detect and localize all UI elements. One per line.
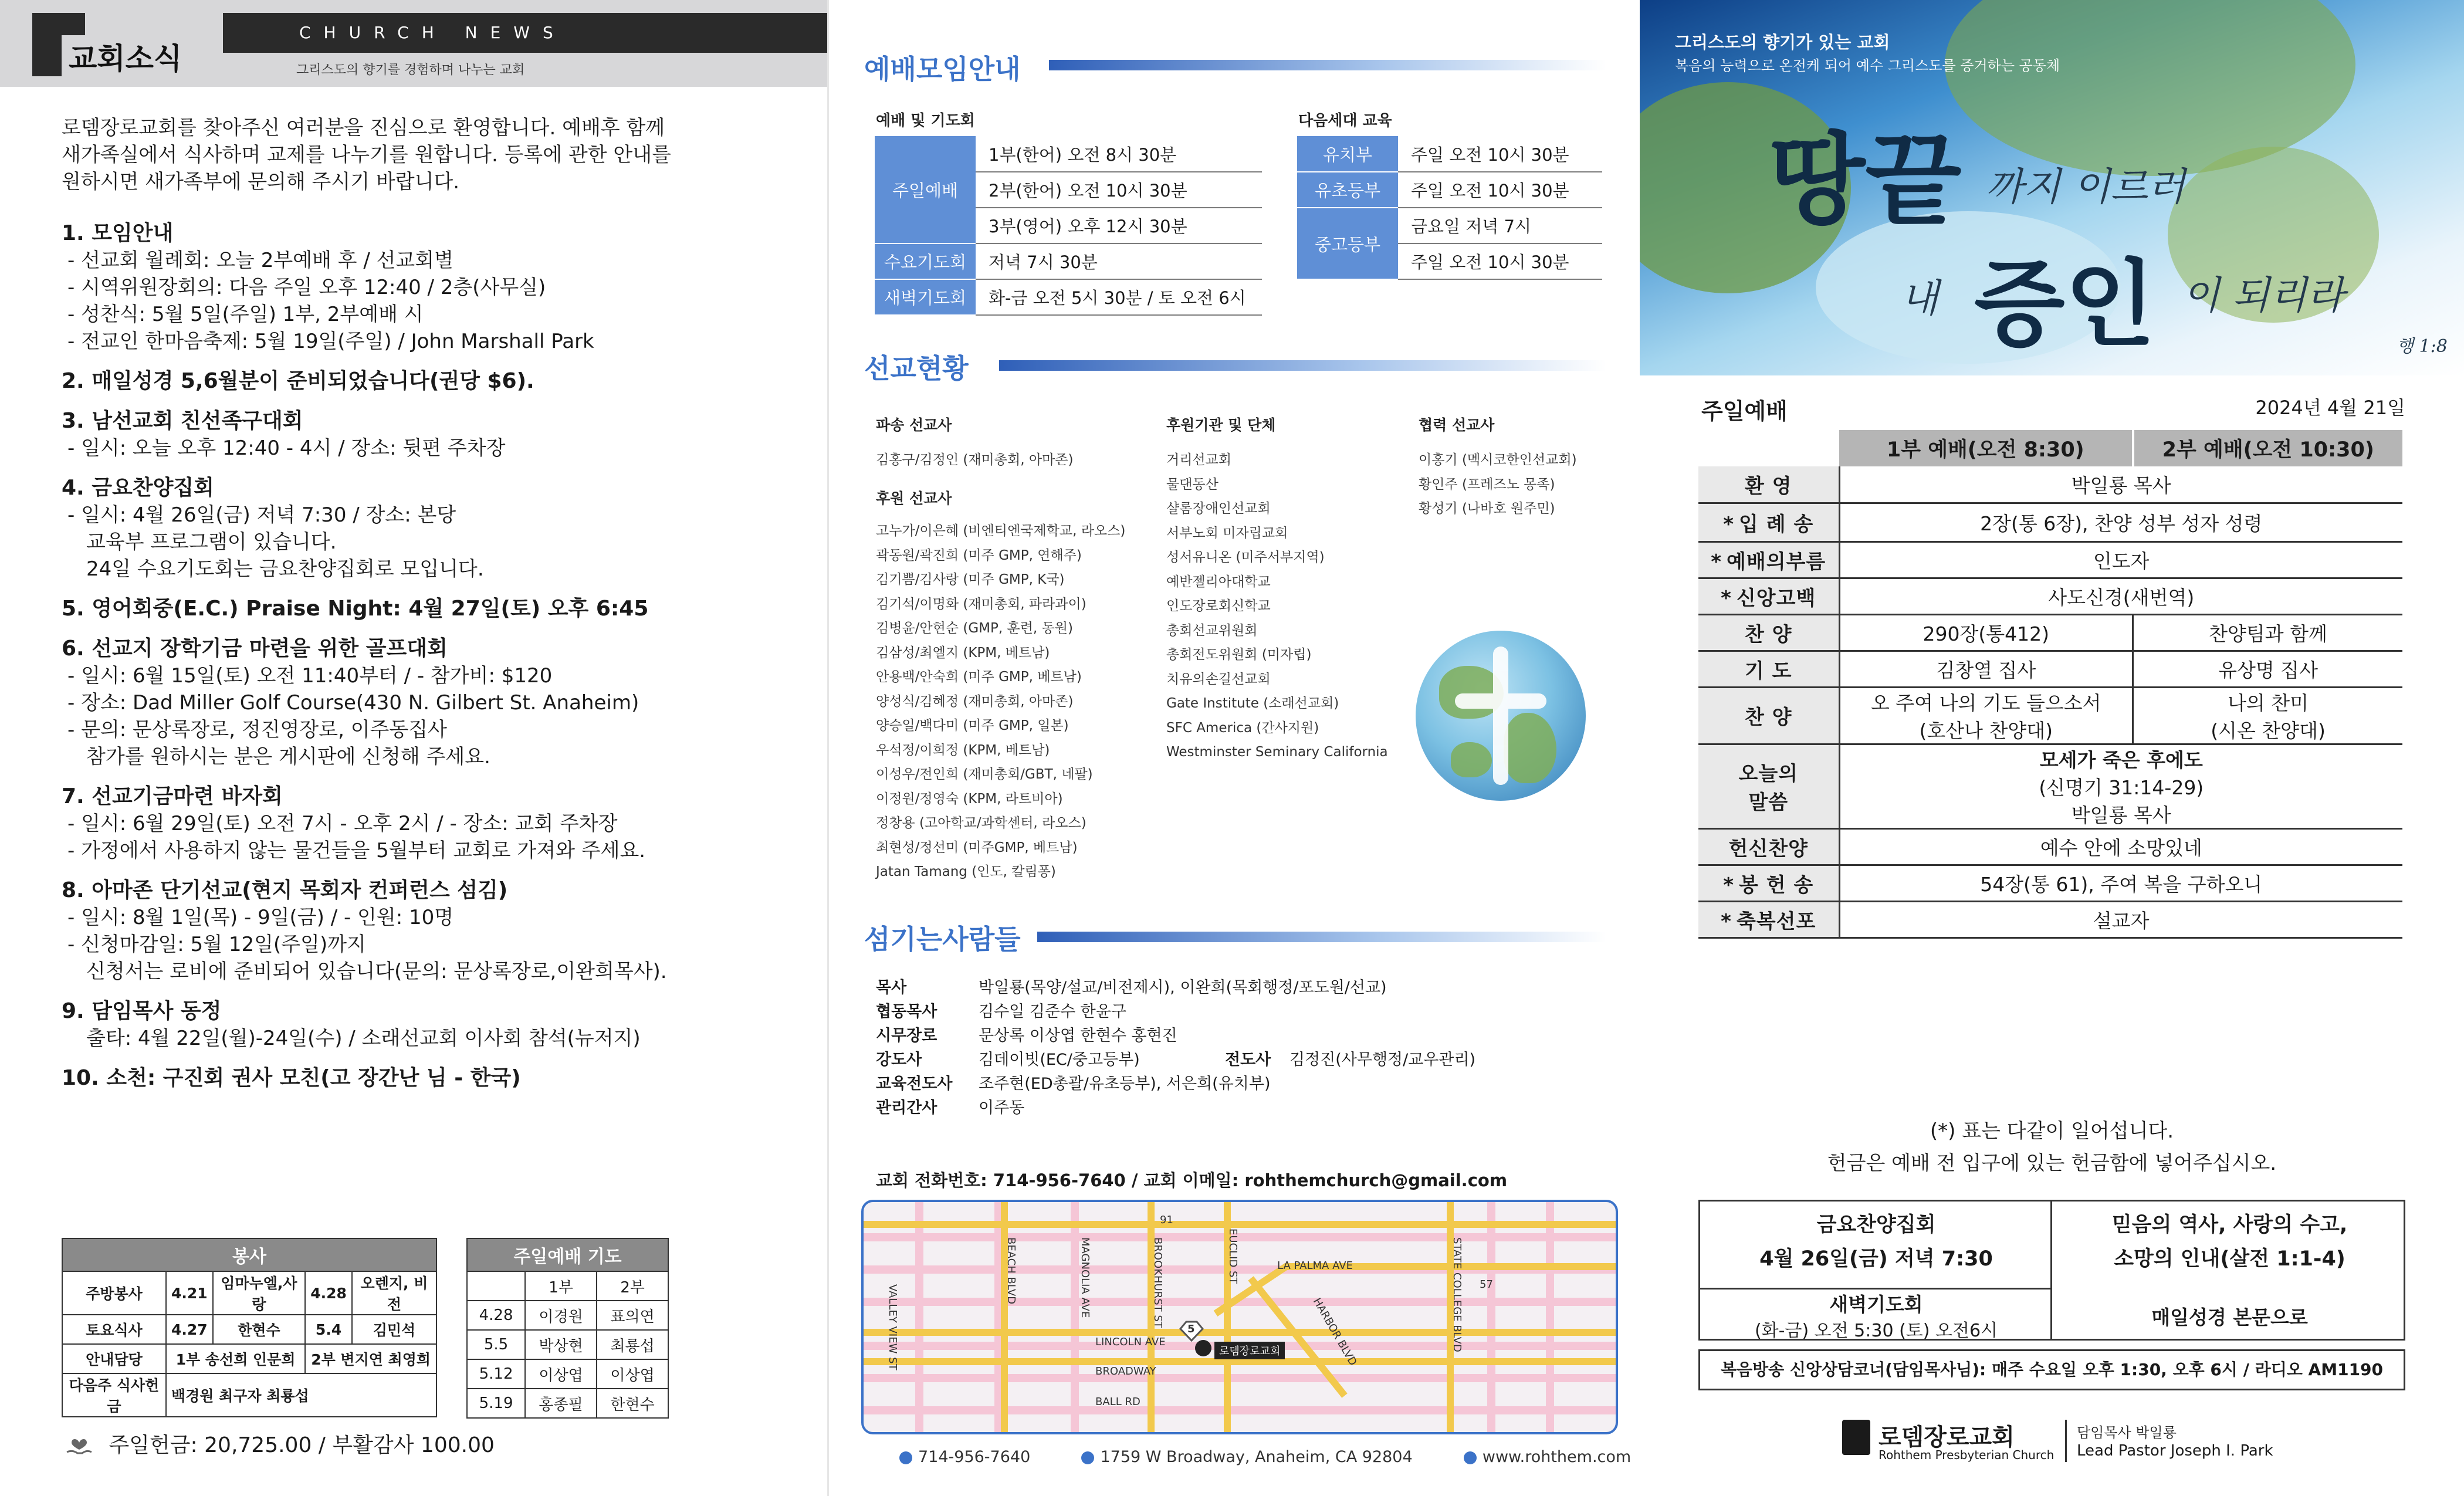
table-cell: 표의연 <box>597 1301 668 1330</box>
church-name-en: Rohthem Presbyterian Church <box>1879 1448 2055 1462</box>
order-label-cell <box>1698 503 1839 541</box>
table-cell: 김민석 <box>352 1315 436 1344</box>
schedule-time: 주일 오전 10시 30분 <box>1398 172 1602 208</box>
table-cell: 5.5 <box>467 1330 525 1359</box>
news-item <box>62 368 807 395</box>
location-pin-icon <box>1081 1451 1094 1464</box>
news-item-heading: 4. 금요찬양집회 <box>62 476 214 500</box>
news-item-heading: 9. 담임목사 동정 <box>62 999 222 1023</box>
table-cell: 임마누엘,사랑 <box>213 1271 306 1315</box>
service-table <box>62 1238 437 1417</box>
church-logo-icon <box>1842 1420 1870 1455</box>
prayer-table <box>466 1238 669 1419</box>
mission-list-item: 황성기 (나바호 원주민) <box>1419 501 1555 516</box>
prayer-table-title: 주일예배 기도 <box>467 1238 668 1271</box>
table-cell: 최룡섭 <box>597 1330 668 1359</box>
order-label: 말씀 <box>1748 791 1789 814</box>
order-label-cell <box>1698 578 1839 614</box>
order-cell-line: 모세가 죽은 후에도 <box>2039 748 2203 771</box>
coop-list <box>1419 448 1577 522</box>
intro-line: 새가족실에서 식사하며 교제를 나누기를 원합니다. 등록에 관한 안내를 <box>62 143 671 167</box>
order-label: 환 영 <box>1744 474 1792 498</box>
order-cell <box>1839 578 2402 614</box>
offering-hands-icon <box>65 1434 94 1458</box>
hero-reference: 행 1:8 <box>2397 336 2448 357</box>
news-item-line: 24일 수요기도회는 금요찬양집회로 모입니다. <box>86 557 484 581</box>
table-cell: 한현수 <box>213 1315 306 1344</box>
table-cell: 2부 변지연 최영희 <box>305 1344 436 1373</box>
globe-illustration <box>1416 631 1586 801</box>
news-items <box>62 220 807 1092</box>
news-item <box>62 220 807 355</box>
schedule-time: 2부(한어) 오전 10시 30분 <box>976 172 1262 208</box>
order-cell <box>1839 865 2402 901</box>
news-item-line: - 가정에서 사용하지 않는 물건들을 5월부터 교회로 가져와 주세요. <box>67 839 646 862</box>
mission-list-item: 총회선교위원회 <box>1166 622 1258 638</box>
staff-title: 섬기는사람들 <box>864 923 1021 955</box>
edu-head: 다음세대 교육 <box>1298 112 1392 130</box>
table-cell: 이상엽 <box>597 1359 668 1389</box>
mission-list-item: 치유의손길선교회 <box>1166 671 1271 687</box>
news-item-line: - 일시: 6월 15일(토) 오전 11:40부터 / - 참가비: $120 <box>67 664 553 688</box>
road-label: STATE COLLEGE BLVD <box>1451 1237 1463 1352</box>
news-item <box>62 595 807 622</box>
table-cell: 4.21 <box>166 1271 213 1315</box>
order-label: 입 례 송 <box>1739 512 1814 536</box>
order-row <box>1698 578 2402 614</box>
phone-icon <box>899 1451 912 1464</box>
order-row <box>1698 865 2402 901</box>
order-row <box>1698 466 2402 503</box>
news-item-line: - 일시: 6월 29일(토) 오전 7시 - 오후 2시 / - 장소: 교회 주차장 <box>67 812 618 835</box>
worship-panel <box>1640 0 2464 1496</box>
order-cell-line: 찬양팀과 함께 <box>2209 622 2327 645</box>
order-label-cell <box>1698 828 1839 865</box>
table-cell: 한현수 <box>597 1389 668 1418</box>
church-name: 로뎀장로교회 <box>1879 1424 2015 1451</box>
order-label-cell <box>1698 865 1839 901</box>
news-item <box>62 998 807 1052</box>
section-rule <box>999 360 1606 371</box>
schedule-category: 주일예배 <box>875 136 976 243</box>
staff-role: 목사 <box>876 979 907 997</box>
offering-note: 헌금은 예배 전 입구에 있는 헌금함에 넣어주십시오. <box>1827 1152 2277 1175</box>
mission-list-item: 정창용 (고아학교/과학센터, 라오스) <box>876 815 1087 831</box>
news-item <box>62 475 807 583</box>
schedule-category: 수요기도회 <box>875 243 976 279</box>
road-label: BROOKHURST ST <box>1152 1237 1164 1328</box>
mission-list-item: 황인주 (프레즈노 몽족) <box>1419 476 1555 492</box>
mission-list-item: 이홍기 (멕시코한인선교회) <box>1419 452 1577 468</box>
news-item-line: 신청서는 로비에 준비되어 있습니다(문의: 문상록장로,이완희목사). <box>86 960 667 983</box>
announcement-box <box>1698 1200 2405 1341</box>
order-label-cell <box>1698 687 1839 744</box>
highway-shield: 57 <box>1480 1278 1493 1291</box>
order-cell <box>2133 651 2402 687</box>
mission-list-item: 예반젤리아대학교 <box>1166 574 1271 590</box>
order-cell <box>1839 466 2402 503</box>
staff-role: 교육전도사 <box>876 1075 953 1093</box>
order-label-cell <box>1698 614 1839 651</box>
road-label: MAGNOLIA AVE <box>1079 1237 1091 1318</box>
order-row <box>1698 541 2402 578</box>
schedule-time: 1부(한어) 오전 8시 30분 <box>976 136 1262 172</box>
news-header <box>0 0 827 87</box>
mission-list-item: 김홍구/김정인 (재미총회, 아마존) <box>876 452 1074 468</box>
news-item-line: - 시역위원장회의: 다음 주일 오후 12:40 / 2층(사무실) <box>67 276 546 299</box>
news-item <box>62 783 807 864</box>
staff-names: 박일룡(목양/설교/비전제시), 이완희(목회행정/포도원/선교) <box>979 979 1387 997</box>
order-cell-line: 290장(통412) <box>1923 622 2049 645</box>
order-cell-line: (시온 찬양대) <box>2211 719 2326 742</box>
mission-list-item: 성서유니온 (미주서부지역) <box>1166 550 1325 565</box>
hero-subtagline: 복음의 능력으로 온전케 되어 예수 그리스도를 증거하는 공동체 <box>1675 57 2060 74</box>
order-label: 신앙고백 <box>1736 586 1816 610</box>
mission-list-item: 김삼성/최엘지 (KPM, 베트남) <box>876 645 1050 661</box>
news-item <box>62 408 807 462</box>
church-map-label: 로뎀장로교회 <box>1214 1342 1285 1359</box>
friday-sermon-ref: 소망의 인내(살전 1:1-4) <box>2114 1247 2345 1271</box>
order-cell <box>1839 828 2402 865</box>
news-item-heading: 1. 모임안내 <box>62 221 174 245</box>
news-item-line: - 전교인 한마음축제: 5월 19일(주일) / John Marshall Park <box>67 330 594 353</box>
schedule-time: 3부(영어) 오후 12시 30분 <box>976 208 1262 243</box>
order-cell-line: 인도자 <box>2093 549 2150 573</box>
news-subtitle: 그리스도의 향기를 경험하며 나누는 교회 <box>296 63 525 77</box>
schedule-category: 새벽기도회 <box>875 279 976 315</box>
table-cell: 오렌지, 비전 <box>352 1271 436 1315</box>
table-cell: 1부 송선희 인문희 <box>166 1344 305 1373</box>
mission-list-item: Gate Institute (소래선교회) <box>1166 696 1339 711</box>
mission-list-item: 양성식/김혜정 (재미총회, 아마존) <box>876 693 1074 709</box>
table-cell: 주방봉사 <box>62 1271 166 1315</box>
order-cell <box>1839 503 2402 541</box>
church-map <box>861 1200 1618 1434</box>
dawn-title: 새벽기도회 <box>1829 1293 1923 1316</box>
mission-list-item: SFC America (간사지원) <box>1166 720 1319 736</box>
staff-names: 조주현(ED총괄/유초등부), 서은희(유치부) <box>979 1075 1271 1093</box>
table-cell: 홍종필 <box>525 1389 597 1418</box>
schedule-time: 저녁 7시 30분 <box>976 243 1262 279</box>
order-label-cell <box>1698 651 1839 687</box>
schedule-time: 금요일 저녁 7시 <box>1398 208 1602 243</box>
order-rows <box>1698 466 2402 937</box>
table-cell: 4.28 <box>467 1301 525 1330</box>
order-label-cell <box>1698 744 1839 828</box>
standing-mark: * <box>1711 550 1722 574</box>
hero-tagline: 그리스도의 향기가 있는 교회 <box>1675 32 1890 52</box>
news-item-heading: 5. 영어회중(E.C.) Praise Night: 4월 27일(토) 오후 6:45 <box>62 597 649 621</box>
order-cell <box>1839 651 2133 687</box>
news-item-heading: 6. 선교지 장학기금 마련을 위한 골프대회 <box>62 637 448 661</box>
footer-web: www.rohthem.com <box>1482 1448 1632 1466</box>
news-item-line: - 일시: 오늘 오후 12:40 - 4시 / 장소: 뒷편 주차장 <box>67 436 506 460</box>
order-cell-line: 2장(통 6장), 찬양 성부 성자 성령 <box>1980 512 2263 535</box>
news-item <box>62 877 807 985</box>
order-cell-line: 박일룡 목사 <box>2071 803 2171 827</box>
order-label-cell <box>1698 541 1839 578</box>
highway-shield: 5 <box>1187 1323 1195 1335</box>
news-item-line: - 선교회 월례회: 오늘 2부예배 후 / 선교회별 <box>67 249 453 272</box>
order-label-cell <box>1698 901 1839 937</box>
schedule-time: 화-금 오전 5시 30분 / 토 오전 6시 <box>976 279 1262 315</box>
hero-word-5: 이 되리라 <box>2182 273 2345 318</box>
mission-list-item: 김기쁨/김사랑 (미주 GMP, K국) <box>876 572 1065 587</box>
footer-contact <box>899 1448 1631 1466</box>
order-cell <box>1839 614 2133 651</box>
schedule-category: 유치부 <box>1297 136 1398 172</box>
order-label: 찬 양 <box>1744 706 1792 729</box>
footer-phone: 714-956-7640 <box>918 1448 1031 1466</box>
mission-list-item: 거리선교회 <box>1166 452 1232 468</box>
table-cell: 5.12 <box>467 1359 525 1389</box>
support-list <box>876 519 1125 885</box>
order-cell <box>1839 744 2402 828</box>
mission-list-item: 샬롬장애인선교회 <box>1166 501 1271 516</box>
table-cell: 다음주 식사헌금 <box>62 1373 166 1417</box>
order-cell <box>1839 901 2402 937</box>
table-cell: 5.4 <box>305 1315 352 1344</box>
news-item-heading: 10. 소천: 구진회 권사 모친(고 장간난 님 - 한국) <box>62 1066 521 1090</box>
order-cell <box>1839 541 2402 578</box>
intro-line: 로뎀장로교회를 찾아주신 여러분을 진심으로 환영합니다. 예배후 함께 <box>62 116 665 140</box>
radio-broadcast: 복음방송 신앙상담코너(담임목사님): 매주 수요일 오후 1:30, 오후 6시 / 라디오 AM1190 <box>1698 1349 2405 1390</box>
staff-names: 김수일 김준수 한윤구 <box>979 1003 1126 1021</box>
news-item <box>62 635 807 770</box>
service-table-title: 봉사 <box>62 1238 436 1271</box>
order-label: 예배의부름 <box>1727 550 1826 574</box>
staff-names: 문상록 이상엽 한현수 홍현진 <box>979 1027 1177 1045</box>
news-item-line: 참가를 원하시는 분은 게시판에 신청해 주세요. <box>86 745 490 769</box>
news-item-heading: 7. 선교기금마련 바자회 <box>62 784 283 808</box>
org-head: 후원기관 및 단체 <box>1166 417 1276 434</box>
order-cell <box>2133 614 2402 651</box>
standing-mark: * <box>1723 873 1735 897</box>
standing-mark: * <box>1721 586 1732 610</box>
edu-schedule <box>1297 136 1602 280</box>
news-body <box>62 114 807 1105</box>
standing-mark: * <box>1721 909 1732 933</box>
road-label: LINCOLN AVE <box>1095 1336 1166 1348</box>
worship-date: 2024년 4월 21일 <box>2255 397 2405 419</box>
mission-list-item: 총회전도위원회 (미자립) <box>1166 647 1312 662</box>
news-item <box>62 1065 807 1092</box>
staff-role: 전도사 <box>1225 1051 1271 1069</box>
table-cell: 백경원 최구자 최룡섭 <box>166 1373 436 1417</box>
mission-list-item: 이정원/정영숙 (KPM, 라트비아) <box>876 791 1063 807</box>
order-cell-line: 오 주여 나의 기도 들으소서 <box>1870 691 2101 715</box>
mission-list-item: 이성우/전인희 (재미총회/GBT, 네팔) <box>876 767 1093 782</box>
news-item-line: - 문의: 문상록장로, 정진영장로, 이주동집사 <box>67 718 447 742</box>
news-banner: CHURCH NEWS <box>223 13 827 53</box>
order-row <box>1698 614 2402 651</box>
hero-banner <box>1640 0 2464 375</box>
service-1-header: 1부 예배(오전 8:30) <box>1839 430 2133 466</box>
table-cell: 이상엽 <box>525 1359 597 1389</box>
order-cell-line: 유상명 집사 <box>2218 658 2318 682</box>
offering-text: 주일헌금: 20,725.00 / 부활감사 100.00 <box>109 1433 495 1457</box>
pastor-en: Lead Pastor Joseph I. Park <box>2077 1442 2273 1460</box>
coop-head: 협력 선교사 <box>1419 417 1495 434</box>
footer-address: 1759 W Broadway, Anaheim, CA 92804 <box>1100 1448 1413 1466</box>
org-list <box>1166 448 1388 765</box>
news-title: 교회소식 <box>62 35 189 77</box>
news-item-heading: 8. 아마존 단기선교(현지 목회자 컨퍼런스 섬김) <box>62 878 508 902</box>
order-row <box>1698 651 2402 687</box>
intro-line: 원하시면 새가족부에 문의해 주시기 바랍니다. <box>62 170 460 194</box>
order-row <box>1698 901 2402 937</box>
staff-role: 시무장로 <box>876 1027 937 1045</box>
road-label: LA PALMA AVE <box>1277 1260 1353 1272</box>
schedule-category: 유초등부 <box>1297 172 1398 208</box>
staff-role: 관리간사 <box>876 1099 937 1117</box>
order-label: 기 도 <box>1744 659 1792 683</box>
table-cell: 5.19 <box>467 1389 525 1418</box>
highway-shield: 91 <box>1160 1214 1173 1226</box>
mission-list-item: Jatan Tamang (인도, 칼림퐁) <box>876 864 1056 879</box>
sent-head: 파송 선교사 <box>876 417 952 434</box>
standing-note: (*) 표는 다같이 일어섭니다. <box>1930 1119 2174 1143</box>
mission-list-item: 김병윤/안현순 (GMP, 훈련, 동원) <box>876 621 1073 636</box>
staff-role: 강도사 <box>876 1051 922 1069</box>
mission-list-item: 물댄동산 <box>1166 476 1219 492</box>
order-cell-line: (신명기 31:14-29) <box>2039 776 2204 799</box>
order-cell-line: 설교자 <box>2093 909 2150 932</box>
schedule-time: 주일 오전 10시 30분 <box>1398 136 1602 172</box>
schedule-category: 중고등부 <box>1297 208 1398 279</box>
order-cell-line: 나의 찬미 <box>2228 691 2309 715</box>
dawn-text: 매일성경 본문으로 <box>2151 1306 2308 1329</box>
schedule-time: 주일 오전 10시 30분 <box>1398 243 1602 279</box>
mission-list-item: 인도장로회신학교 <box>1166 598 1271 614</box>
order-cell-line: 박일룡 목사 <box>2071 473 2171 497</box>
sent-list <box>876 448 1073 473</box>
mission-list-item: 서부노회 미자립교회 <box>1166 525 1288 541</box>
mission-list-item: 양승일/백다미 (미주 GMP, 일본) <box>876 718 1069 733</box>
order-label: 오늘의 <box>1738 762 1799 786</box>
order-row <box>1698 744 2402 828</box>
info-panel <box>827 0 1640 1496</box>
order-cell-line: 54장(통 61), 주여 복을 구하오니 <box>1980 872 2263 896</box>
order-label: 축복선포 <box>1736 909 1816 933</box>
news-item-line: - 신청마감일: 5월 12일(주일)까지 <box>67 933 366 956</box>
news-item-line: - 장소: Dad Miller Golf Course(430 N. Gilbert St. Anaheim) <box>67 691 639 715</box>
mission-list-item: 곽동원/곽진희 (미주 GMP, 연해주) <box>876 547 1082 563</box>
order-label: 봉 헌 송 <box>1739 873 1814 897</box>
hero-word-2: 까지 이르러 <box>1986 164 2185 209</box>
pastor-ko: 담임목사 박일룡 <box>2077 1424 2177 1441</box>
order-row <box>1698 828 2402 865</box>
staff-names: 김데이빗(EC/중고등부) <box>979 1051 1140 1069</box>
table-cell: 4.27 <box>166 1315 213 1344</box>
news-item-line: 출타: 4월 22일(월)-24일(수) / 소래선교회 이사회 참석(뉴저지) <box>86 1027 641 1050</box>
hero-word-4: 증인 <box>1974 249 2156 359</box>
order-cell <box>2133 687 2402 744</box>
order-row <box>1698 687 2402 744</box>
section-rule <box>1049 60 1606 70</box>
road-label: BEACH BLVD <box>1005 1237 1017 1305</box>
table-cell: 2부 <box>597 1271 668 1301</box>
section-rule <box>1037 932 1606 942</box>
staff-table <box>876 974 1592 1118</box>
offering-line <box>65 1429 495 1458</box>
news-item-heading: 3. 남선교회 친선족구대회 <box>62 409 303 433</box>
news-item-line: - 일시: 8월 1일(목) - 9일(금) / - 인원: 10명 <box>67 906 454 929</box>
table-cell: 안내담당 <box>62 1344 166 1373</box>
news-item-line: - 일시: 4월 26일(금) 저녁 7:30 / 장소: 본당 <box>67 503 456 527</box>
mission-list-item: 우석정/이희정 (KPM, 베트남) <box>876 742 1050 758</box>
service-2-header: 2부 예배(오전 10:30) <box>2133 430 2402 466</box>
news-item-heading: 2. 매일성경 5,6월분이 준비되었습니다(권당 $6). <box>62 369 534 393</box>
standing-mark: * <box>1723 512 1735 536</box>
friday-sermon: 믿음의 역사, 사랑의 수고, <box>2111 1213 2348 1237</box>
table-cell: 박상현 <box>525 1330 597 1359</box>
order-cell-line: 예수 안에 소망있네 <box>2040 836 2202 859</box>
prayer-head: 예배 및 기도회 <box>876 112 975 130</box>
worship-info-title: 예배모임안내 <box>864 53 1021 85</box>
staff-names: 이주동 <box>979 1099 1025 1117</box>
friday-title: 금요찬양집회 <box>1816 1213 1936 1237</box>
order-cell-line: (호산나 찬양대) <box>1919 719 2053 742</box>
table-cell: 이경원 <box>525 1301 597 1330</box>
staff-role: 협동목사 <box>876 1003 937 1021</box>
order-cell-line: 김창열 집사 <box>1936 658 2036 682</box>
worship-order-table <box>1698 430 2402 939</box>
dawn-time: (화-금) 오전 5:30 (토) 오전6시 <box>1754 1321 1998 1341</box>
mission-title: 선교현황 <box>864 353 969 384</box>
order-label: 찬 양 <box>1744 622 1792 647</box>
order-label-cell <box>1698 466 1839 503</box>
news-item-line: 교육부 프로그램이 있습니다. <box>86 530 337 554</box>
hero-word-1: 땅끝 <box>1769 121 1962 239</box>
mission-list-item: 김기석/이명화 (재미총회, 파라과이) <box>876 596 1087 612</box>
table-cell: 토요식사 <box>62 1315 166 1344</box>
friday-time: 4월 26일(금) 저녁 7:30 <box>1759 1247 1993 1271</box>
order-label: 헌신찬양 <box>1728 837 1808 861</box>
church-contact: 교회 전화번호: 714-956-7640 / 교회 이메일: rohthemchurch@gmail.com <box>876 1170 1508 1190</box>
order-cell-line: 사도신경(새번역) <box>2048 585 2195 609</box>
news-intro <box>62 114 807 195</box>
mission-list-item: 최현성/정선미 (미주GMP, 베트남) <box>876 840 1078 855</box>
church-pin-icon <box>1195 1340 1211 1356</box>
order-row <box>1698 503 2402 541</box>
support-head: 후원 선교사 <box>876 490 952 507</box>
mission-list-item: 안용백/안숙희 (미주 GMP, 베트남) <box>876 669 1082 685</box>
mission-list-item: Westminster Seminary California <box>1166 744 1388 760</box>
road-label: EUCLID ST <box>1227 1228 1239 1284</box>
hero-word-3: 내 <box>1901 276 1938 321</box>
road-label: BROADWAY <box>1095 1365 1156 1377</box>
worship-title: 주일예배 <box>1701 398 1788 424</box>
prayer-schedule <box>875 136 1262 316</box>
table-cell <box>467 1271 525 1301</box>
road-label: BALL RD <box>1095 1396 1140 1408</box>
news-panel <box>0 0 827 1496</box>
order-cell <box>1839 687 2133 744</box>
table-cell: 1부 <box>525 1271 597 1301</box>
road-label: HARBOR BLVD <box>1310 1296 1359 1368</box>
globe-web-icon <box>1464 1451 1477 1464</box>
staff-names: 김정진(사무행정/교우관리) <box>1289 1051 1476 1069</box>
logo-divider <box>2065 1420 2067 1462</box>
road-label: VALLEY VIEW ST <box>886 1284 899 1370</box>
mission-list-item: 고누가/이은혜 (비엔티엔국제학교, 라오스) <box>876 523 1126 539</box>
table-cell: 4.28 <box>305 1271 352 1315</box>
news-item-line: - 성찬식: 5월 5일(주일) 1부, 2부예배 시 <box>67 303 424 326</box>
